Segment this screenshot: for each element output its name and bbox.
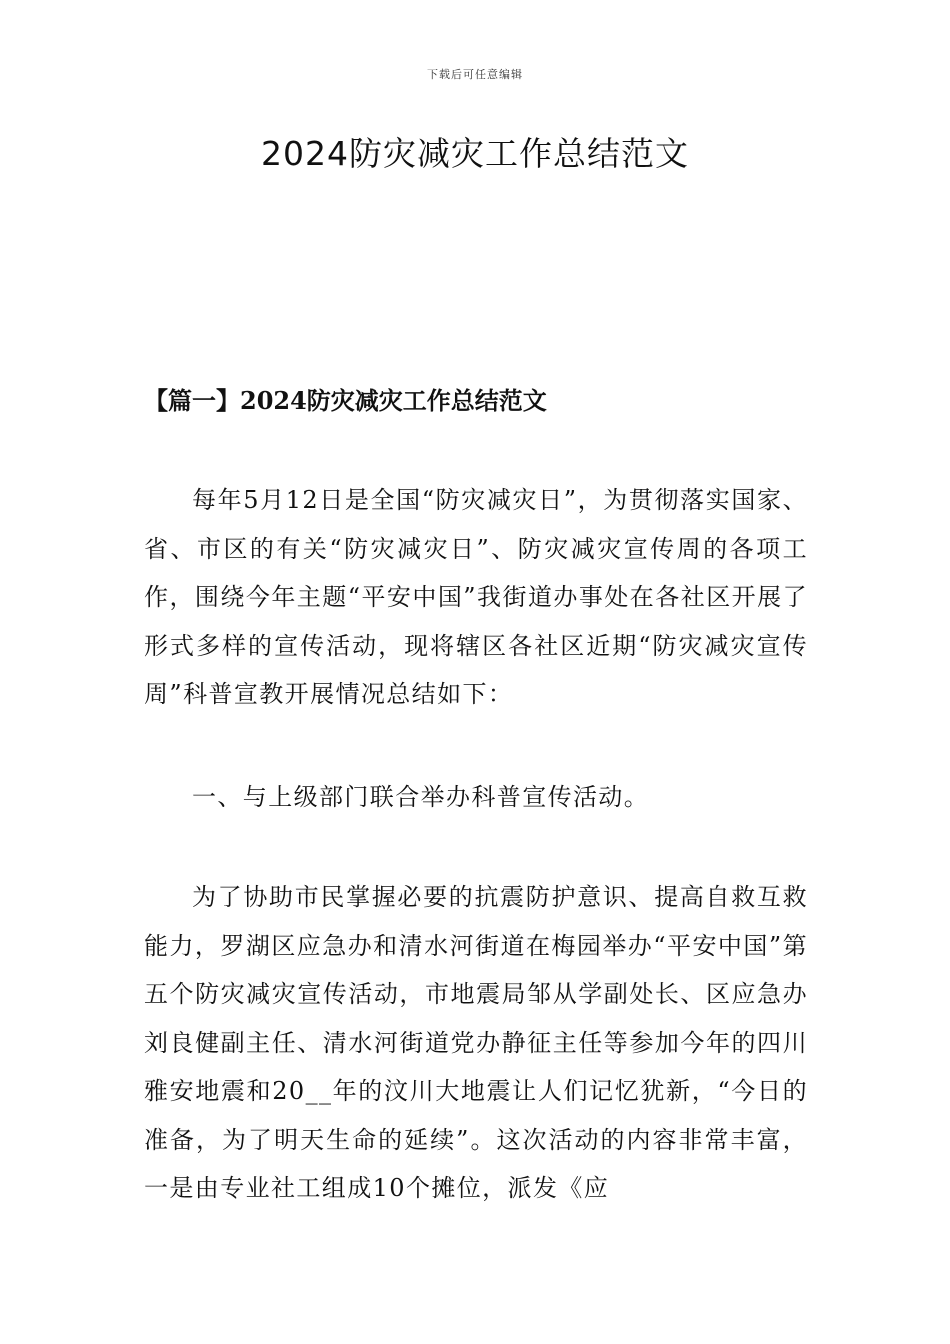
section-heading: 【篇一】2024防灾减灾工作总结范文	[144, 386, 547, 415]
paragraph-intro: 每年5月12日是全国“防灾减灾日”，为贯彻落实国家、省、市区的有关“防灾减灾日”、防灾减灾宣传周的各项工作，围绕今年主题“平安中国”我街道办事处在各社区开展了形式多样的宣传活动，现将辖区各社区近期“防灾减灾宣传周”科普宣教开展情况总结如下：	[144, 486, 808, 708]
document-title: 2024防灾减灾工作总结范文	[261, 134, 689, 173]
header-note: 下载后可任意编辑	[427, 68, 523, 81]
paragraph-activity: 为了协助市民掌握必要的抗震防护意识、提高自救互救能力，罗湖区应急办和清水河街道在梅园举办“平安中国”第五个防灾减灾宣传活动，市地震局邹从学副处长、区应急办刘良健副主任、清水河街道党办静征主任等参加今年的四川雅安地震和20__年的汶川大地震让人们记忆犹新，“今日的准备，为了明天生命的延续”。这次活动的内容非常丰富，一是由专业社工组成10个摊位，派发《应	[144, 883, 808, 1202]
paragraph-subheading: 一、与上级部门联合举办科普宣传活动。	[192, 783, 650, 811]
